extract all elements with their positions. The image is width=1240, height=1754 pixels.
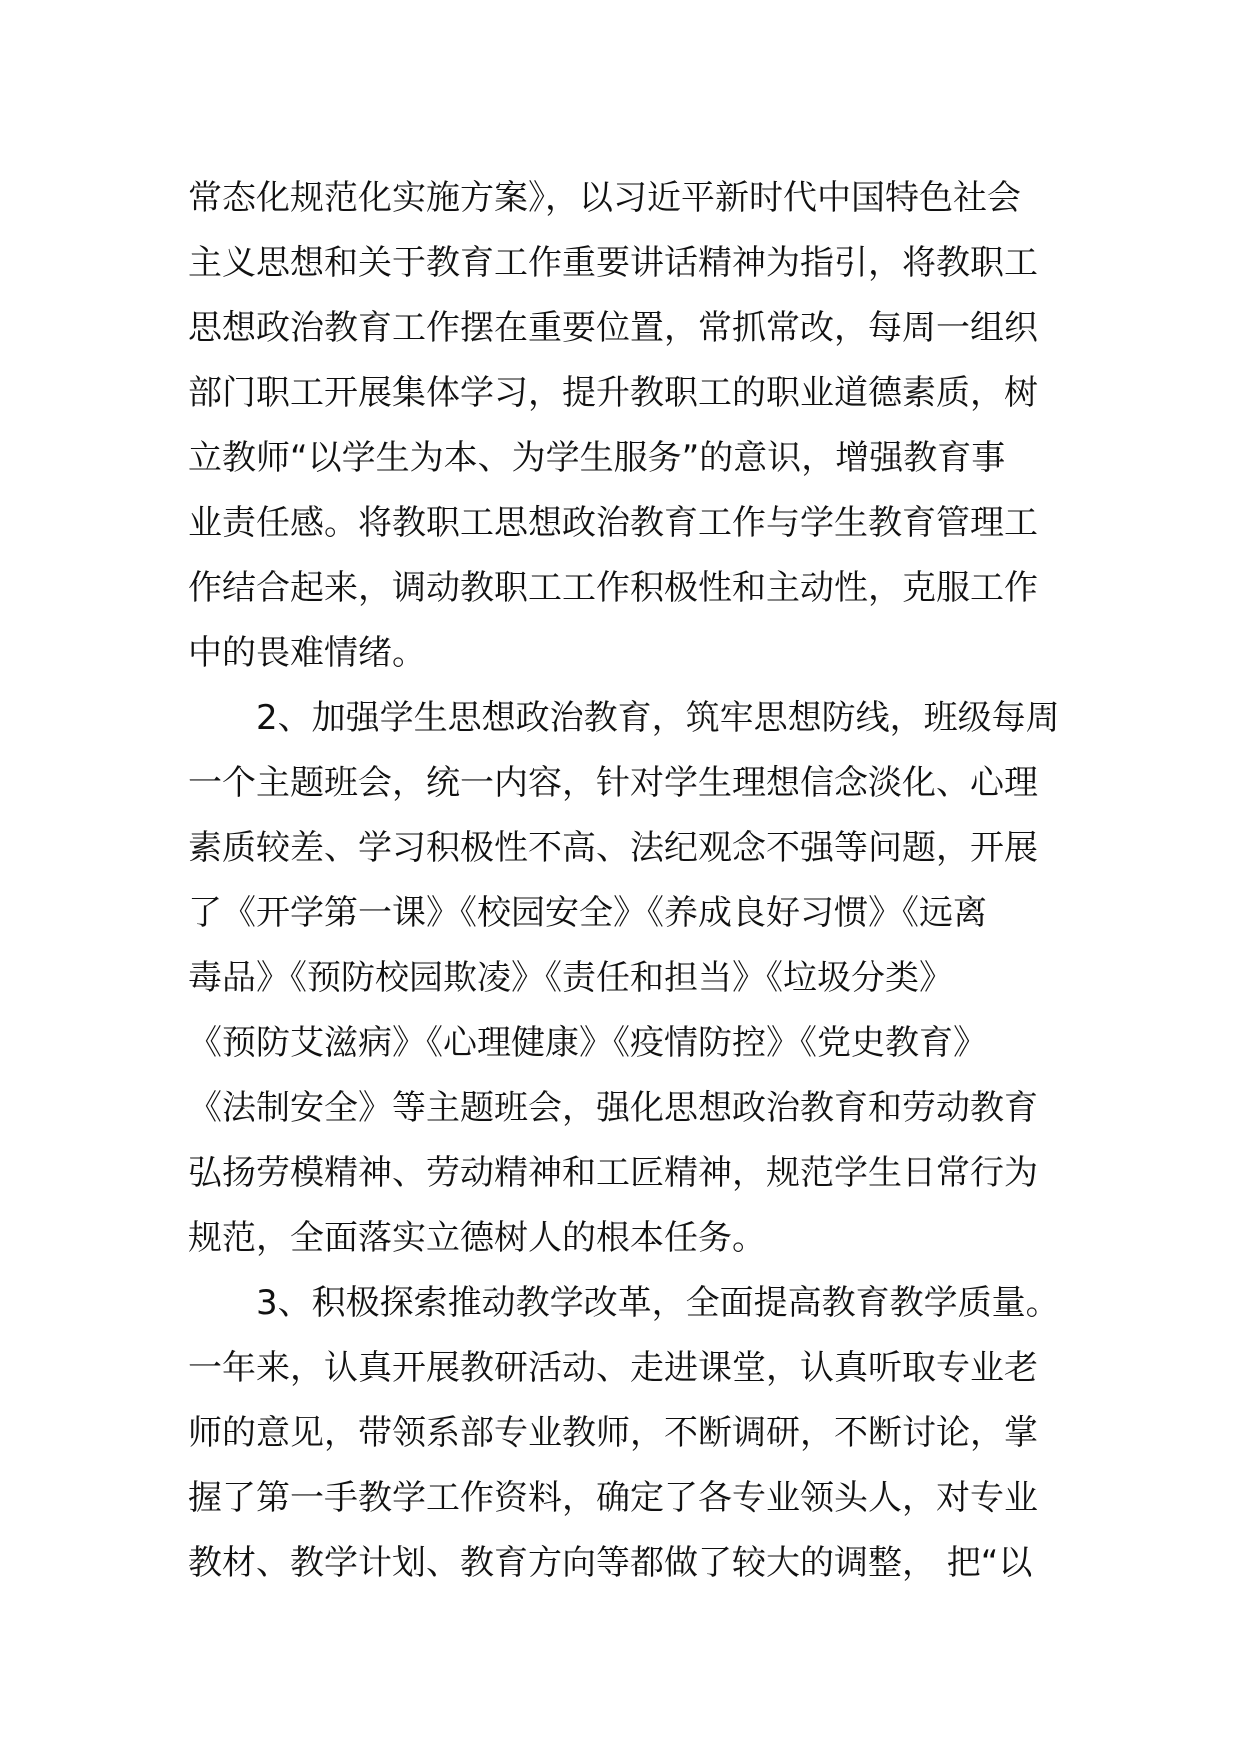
text-line: 作结合起来，调动教职工工作积极性和主动性，克服工作 (188, 568, 1038, 608)
text-line: 业责任感。将教职工思想政治教育工作与学生教育管理工 (188, 503, 1038, 543)
text-line: 常态化规范化实施方案》，以习近平新时代中国特色社会 (188, 178, 1021, 218)
text-line: 握了第一手教学工作资料，确定了各专业领头人，对专业 (188, 1478, 1038, 1518)
paragraph-start-line: 2、加强学生思想政治教育，筑牢思想防线，班级每周 (256, 698, 1060, 738)
text-line: 思想政治教育工作摆在重要位置，常抓常改，每周一组织 (188, 308, 1038, 348)
text-line: 《法制安全》等主题班会，强化思想政治教育和劳动教育 (188, 1088, 1038, 1128)
text-line: 素质较差、学习积极性不高、法纪观念不强等问题，开展 (188, 828, 1038, 868)
paragraph-start-line: 3、积极探索推动教学改革，全面提高教育教学质量。 (256, 1283, 1060, 1323)
text-line: 部门职工开展集体学习，提升教职工的职业道德素质，树 (188, 373, 1038, 413)
text-line: 师的意见，带领系部专业教师，不断调研，不断讨论，掌 (188, 1413, 1038, 1453)
text-line: 一年来，认真开展教研活动、走进课堂，认真听取专业老 (188, 1348, 1038, 1388)
text-line: 教材、教学计划、教育方向等都做了较大的调整， 把“以 (188, 1543, 1033, 1583)
text-line: 主义思想和关于教育工作重要讲话精神为指引，将教职工 (188, 243, 1038, 283)
text-line: 毒品》《预防校园欺凌》《责任和担当》《垃圾分类》 (188, 958, 953, 998)
text-line: 中的畏难情绪。 (188, 633, 426, 673)
text-line: 弘扬劳模精神、劳动精神和工匠精神，规范学生日常行为 (188, 1153, 1038, 1193)
body-text (188, 166, 1058, 1596)
text-line: 一个主题班会，统一内容，针对学生理想信念淡化、心理 (188, 763, 1038, 803)
text-line: 《预防艾滋病》《心理健康》《疫情防控》《党史教育》 (188, 1023, 987, 1063)
text-line: 了《开学第一课》《校园安全》《养成良好习惯》《远离 (188, 893, 987, 933)
text-line: 规范，全面落实立德树人的根本任务。 (188, 1218, 766, 1258)
text-line: 立教师“以学生为本、为学生服务”的意识，增强教育事 (188, 438, 1006, 478)
